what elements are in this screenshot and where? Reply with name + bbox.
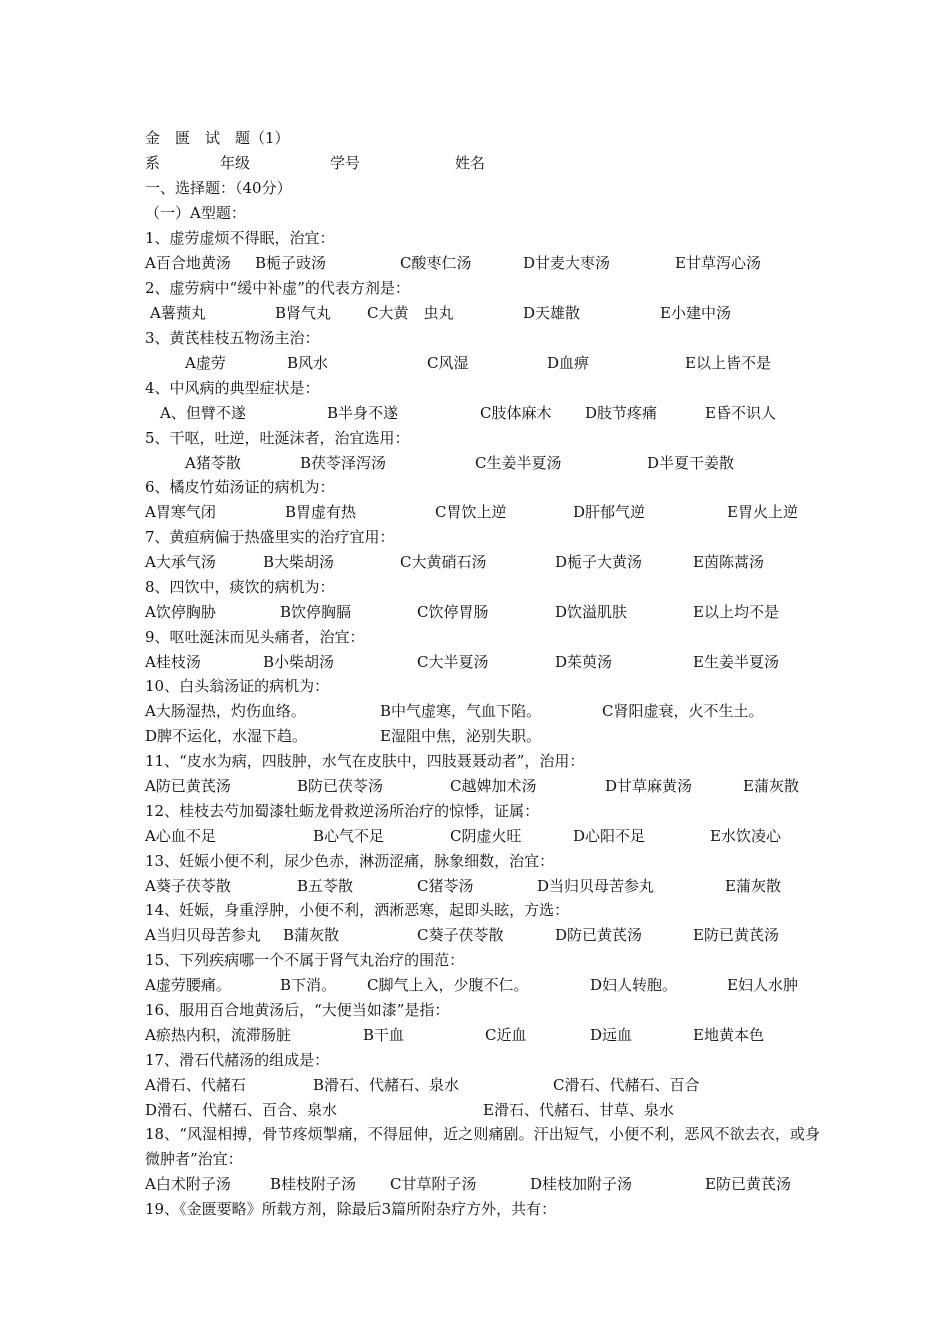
question-stem: 8、四饮中，痰饮的病机为： [145,578,335,596]
answer-option[interactable]: C滑石、代赭石、百合 [553,1076,700,1094]
answer-option[interactable]: A瘀热内积，流滞肠脏 [145,1026,291,1044]
answer-option[interactable]: D肝郁气逆 [573,503,646,521]
answer-option[interactable]: A大承气汤 [145,553,216,571]
answer-option[interactable]: B防已茯苓汤 [297,777,384,795]
answer-option[interactable]: D栀子大黄汤 [555,553,643,571]
answer-option[interactable]: B栀子豉汤 [255,254,327,272]
answer-option[interactable]: B风水 [287,354,329,372]
answer-option[interactable]: A防已黄芪汤 [145,777,231,795]
answer-option[interactable]: A、但臂不遂 [160,404,246,422]
answer-option[interactable]: B小柴胡汤 [263,653,335,671]
answer-option[interactable]: A猪苓散 [185,454,241,472]
question-stem: 18、“风湿相搏，骨节疼烦掣痛，不得屈伸，近之则痛剧。汗出短气，小便不利，恶风不欲去衣，或身微肿者”治宜： [145,1125,820,1168]
answer-option[interactable]: C葵子茯苓散 [417,926,504,944]
answer-option[interactable]: A葵子茯苓散 [145,877,231,895]
answer-option[interactable]: D饮溢肌肤 [555,603,628,621]
answer-option[interactable]: D妇人转胞。 [590,976,678,994]
question-stem: 1、虚劳虚烦不得眠，治宜： [145,229,335,247]
answer-option[interactable]: E茵陈蒿汤 [693,553,764,571]
option-row [145,874,825,898]
answer-option[interactable]: E防已黄芪汤 [693,926,779,944]
option-row [145,1073,825,1097]
answer-option[interactable]: A大肠湿热，灼伤血络。 [145,702,306,720]
answer-option[interactable]: A虚劳 [185,354,226,372]
answer-option[interactable]: B肾气丸 [275,304,332,322]
answer-option[interactable]: C阴虚火旺 [450,827,522,845]
answer-option[interactable]: B下消。 [280,976,337,994]
question-stem: 14、妊娠，身重浮肿，小便不利，洒淅恶寒，起即头眩，方选： [145,901,570,919]
answer-option[interactable]: B心气不足 [313,827,385,845]
question-stem: 5、干呕，吐逆，吐涎沫者，治宜选用： [145,429,410,447]
answer-option[interactable]: B干血 [363,1026,405,1044]
answer-option[interactable]: C越婢加术汤 [450,777,537,795]
option-row [145,1098,825,1122]
subsection-heading: （一）A型题： [145,204,246,222]
answer-option[interactable]: A薯蓣丸 [150,304,206,322]
option-row [145,923,825,947]
question-stem: 2、虚劳病中“缓中补虚”的代表方剂是： [145,279,410,297]
answer-option[interactable]: E以上均不是 [693,603,779,621]
answer-option[interactable]: D滑石、代赭石、百合、泉水 [145,1101,338,1119]
answer-option[interactable]: A百合地黄汤 [145,254,231,272]
answer-option[interactable]: B中气虚寒，气血下陷。 [380,702,542,720]
answer-option[interactable]: E蒲灰散 [743,777,799,795]
answer-option[interactable]: D脾不运化，水湿下趋。 [145,727,308,745]
info-label-grade: 年级 [220,154,251,172]
question-stem: 13、妊娠小便不利，尿少色赤，淋沥涩痛，脉象细数，治宜： [145,852,555,870]
answer-option[interactable]: C饮停胃肠 [417,603,489,621]
question-stem: 3、黄芪桂枝五物汤主治： [145,329,320,347]
question-stem: 16、服用百合地黄汤后，“大便当如漆”是指： [145,1001,450,1019]
answer-option[interactable]: C大黄 虫丸 [367,304,454,322]
answer-option[interactable]: D天雄散 [523,304,581,322]
option-row [145,451,825,475]
answer-option[interactable]: A滑石、代赭石 [145,1076,246,1094]
answer-option[interactable]: D血痹 [547,354,590,372]
info-label-department: 系 [145,154,161,172]
option-row [145,500,825,524]
question-stem: 6、橘皮竹茹汤证的病机为： [145,478,335,496]
question-stem: 4、中风病的典型症状是： [145,379,320,397]
answer-option[interactable]: E水饮凌心 [710,827,781,845]
question-stem: 9、呕吐涎沫而见头痛者，治宜： [145,628,365,646]
answer-option[interactable]: E滑石、代赭石、甘草、泉水 [483,1101,674,1119]
answer-option[interactable]: B滑石、代赭石、泉水 [313,1076,460,1094]
answer-option[interactable]: C胃饮上逆 [435,503,507,521]
answer-option[interactable]: E蒲灰散 [725,877,781,895]
answer-option[interactable]: B茯苓泽泻汤 [300,454,387,472]
option-row [145,401,825,425]
answer-option[interactable]: C酸枣仁汤 [400,254,472,272]
question-stem: 10、白头翁汤证的病机为： [145,677,330,695]
question-stem: 11、“皮水为病，四肢肿，水气在皮肤中，四肢聂聂动者”，治用： [145,752,585,770]
answer-option[interactable]: E妇人水肿 [727,976,798,994]
answer-option[interactable]: E湿阻中焦，泌别失职。 [380,727,541,745]
info-label-student-id: 学号 [330,154,361,172]
answer-option[interactable]: E甘草泻心汤 [675,254,761,272]
answer-option[interactable]: B桂枝附子汤 [270,1175,357,1193]
option-row [145,351,825,375]
option-row [145,774,825,798]
answer-option[interactable]: A当归贝母苦参丸 [145,926,261,944]
answer-option[interactable]: B胃虚有热 [285,503,357,521]
answer-option[interactable]: E防已黄芪汤 [705,1175,791,1193]
option-row [145,550,825,574]
answer-option[interactable]: C猪苓汤 [417,877,474,895]
question-stem: 15、下列疾病哪一个不属于肾气丸治疗的围范： [145,951,465,969]
option-row [145,973,825,997]
answer-option[interactable]: A胃寒气闭 [145,503,216,521]
answer-option[interactable]: D甘麦大枣汤 [523,254,611,272]
option-row [145,1023,825,1047]
exam-title: 金 匮 试 题（1） [145,129,290,147]
answer-option[interactable]: D桂枝加附子汤 [530,1175,633,1193]
answer-option[interactable]: A虚劳腰痛。 [145,976,231,994]
answer-option[interactable]: E胃火上逆 [727,503,798,521]
answer-option[interactable]: D甘草麻黄汤 [605,777,693,795]
answer-option[interactable]: E昏不识人 [705,404,776,422]
answer-option[interactable]: C肢体麻木 [480,404,552,422]
question-stem: 19、《金匮要略》所载方剂，除最后3篇所附杂疗方外，共有： [145,1200,557,1218]
answer-option[interactable]: C近血 [485,1026,527,1044]
answer-option[interactable]: C大黄硝石汤 [400,553,487,571]
answer-option[interactable]: C脚气上入，少腹不仁。 [367,976,529,994]
answer-option[interactable]: C风湿 [427,354,469,372]
answer-option[interactable]: B五苓散 [297,877,354,895]
option-row [145,699,825,723]
answer-option[interactable]: E生姜半夏汤 [693,653,779,671]
option-row [145,251,825,275]
answer-option[interactable]: C大半夏汤 [417,653,489,671]
answer-option[interactable]: C生姜半夏汤 [475,454,562,472]
answer-option[interactable]: C肾阳虚衰，火不生土。 [602,702,764,720]
answer-option[interactable]: E地黄本色 [693,1026,764,1044]
info-label-name: 姓名 [455,154,486,172]
section-heading: 一、选择题：（40分） [145,179,292,197]
option-row [145,600,825,624]
answer-option[interactable]: B大柴胡汤 [263,553,335,571]
answer-option[interactable]: E小建中汤 [660,304,731,322]
option-row [145,650,825,674]
answer-option[interactable]: B半身不遂 [327,404,399,422]
answer-option[interactable]: B饮停胸膈 [280,603,352,621]
option-row [145,724,825,748]
answer-option[interactable]: D心阳不足 [573,827,646,845]
question-stem: 17、滑石代赭汤的组成是： [145,1051,330,1069]
answer-option[interactable]: D远血 [590,1026,633,1044]
answer-option[interactable]: D半夏干姜散 [647,454,735,472]
answer-option[interactable]: B蒲灰散 [283,926,340,944]
answer-option[interactable]: C甘草附子汤 [390,1175,477,1193]
question-stem: 7、黄疸病偏于热盛里实的治疗宜用： [145,528,395,546]
answer-option[interactable]: D当归贝母苦参丸 [537,877,655,895]
option-row [145,301,825,325]
answer-option[interactable]: A饮停胸胁 [145,603,216,621]
answer-option[interactable]: A心血不足 [145,827,216,845]
answer-option[interactable]: A桂枝汤 [145,653,201,671]
answer-option[interactable]: E以上皆不是 [685,354,771,372]
answer-option[interactable]: D肢节疼痛 [585,404,658,422]
answer-option[interactable]: D防已黄芪汤 [555,926,643,944]
option-row [145,1172,825,1196]
answer-option[interactable]: A白术附子汤 [145,1175,231,1193]
question-stem: 12、桂枝去芍加蜀漆牡蛎龙骨救逆汤所治疗的惊悸，证属： [145,802,540,820]
option-row [145,824,825,848]
student-info-line [145,151,545,175]
answer-option[interactable]: D茱萸汤 [555,653,613,671]
